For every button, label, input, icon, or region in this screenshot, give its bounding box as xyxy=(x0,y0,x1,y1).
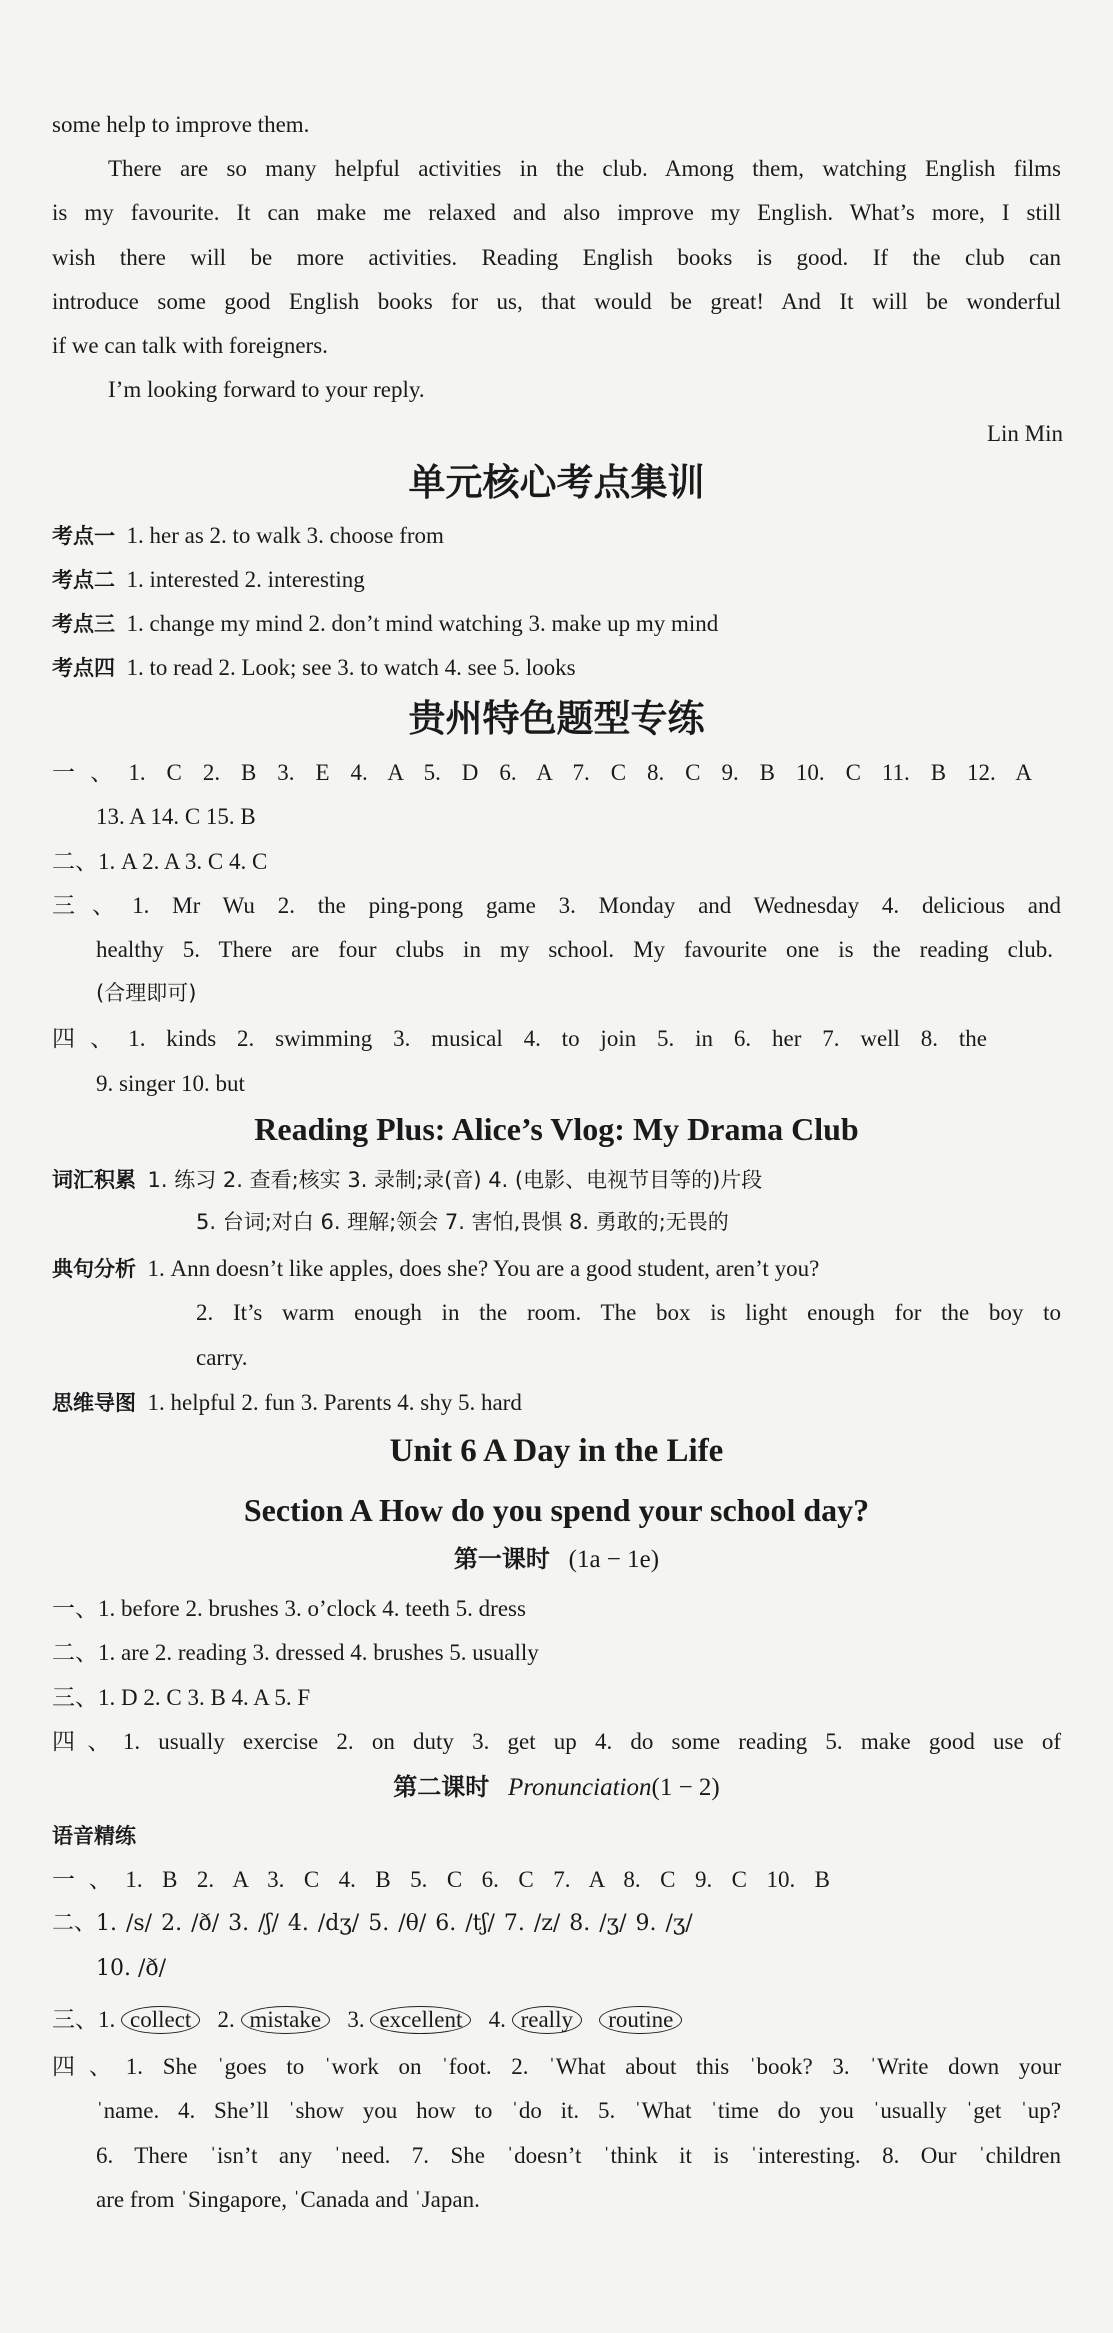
circled-word: mistake xyxy=(241,2006,331,2034)
answer-row: 四、1. kinds 2. swimming 3. musical 4. to join 5. in 6. her 7. well 8. the xyxy=(52,1026,987,1051)
letter-line: if we can talk with foreigners. xyxy=(52,333,328,358)
phonetics-label: 语音精练 xyxy=(52,1824,136,1848)
letter-line: introduce some good English books for us, that would be great! And It will be wonderful xyxy=(52,289,1061,314)
section-a-title: Section A How do you spend your school day? xyxy=(243,1492,870,1528)
core-row: 考点三 1. change my mind 2. don’t mind watching 3. make up my mind xyxy=(52,611,719,636)
answer-row: 一、1. C 2. B 3. E 4. A 5. D 6. A 7. C 8. C 9. B 10. C 11. B 12. A xyxy=(52,760,1032,785)
letter-line: some help to improve them. xyxy=(52,112,310,137)
circled-word: really xyxy=(512,2006,582,2034)
letter-signature: Lin Min xyxy=(986,421,1063,446)
vocab-row: 5. 台词;对白 6. 理解;领会 7. 害怕,畏惧 8. 勇敢的;无畏的 xyxy=(196,1210,729,1234)
letter-line: wish there will be more activities. Reading English books is good. If the club can xyxy=(52,245,1061,270)
answer-row: (合理即可) xyxy=(96,981,197,1005)
answer-row: 四、1. usually exercise 2. on duty 3. get up 4. do some reading 5. make good use of xyxy=(52,1729,1061,1754)
answer-row: 10. /ð/ xyxy=(96,1956,167,1981)
sentence-row: carry. xyxy=(196,1345,248,1370)
answer-row: 6. There ˈisn’t any ˈneed. 7. She ˈdoesn’t ˈthink it is ˈinteresting. 8. Our ˈchildren xyxy=(96,2143,1061,2168)
answer-row: are from ˈSingapore, ˈCanada and ˈJapan. xyxy=(96,2187,480,2212)
answer-row: 二、1. are 2. reading 3. dressed 4. brushes 5. usually xyxy=(52,1640,539,1665)
answer-row: 二、1. /s/ 2. /ð/ 3. /ʃ/ 4. /dʒ/ 5. /θ/ 6. /tʃ/ 7. /z/ 8. /ʒ/ 9. /ʒ/ xyxy=(52,1911,693,1936)
sentence-row: 典句分析 1. Ann doesn’t like apples, does she? You are a good student, aren’t you? xyxy=(52,1256,820,1281)
answer-row: 四、1. She ˈgoes to ˈwork on ˈfoot. 2. ˈWhat about this ˈbook? 3. ˈWrite down your xyxy=(52,2054,1061,2079)
section-title-core: 单元核心考点集训 xyxy=(408,460,705,504)
section-title-reading: Reading Plus: Alice’s Vlog: My Drama Club xyxy=(254,1111,859,1147)
mindmap-row: 思维导图 1. helpful 2. fun 3. Parents 4. shy 5. hard xyxy=(52,1390,522,1415)
section-title-guizhou: 贵州特色题型专练 xyxy=(408,696,705,740)
answer-row: 9. singer 10. but xyxy=(96,1071,245,1096)
circled-word: collect xyxy=(121,2006,200,2034)
answer-row: healthy 5. There are four clubs in my school. My favourite one is the reading club. xyxy=(96,937,1053,962)
answer-row: ˈname. 4. She’ll ˈshow you how to ˈdo it. 5. ˈWhat ˈtime do you ˈusually ˈget ˈup? xyxy=(96,2098,1061,2123)
sentence-row: 2. It’s warm enough in the room. The box is light enough for the boy to xyxy=(196,1300,1061,1325)
answer-row: 13. A 14. C 15. B xyxy=(96,804,256,829)
core-row: 考点四 1. to read 2. Look; see 3. to watch 4. see 5. looks xyxy=(52,655,576,680)
answer-row: 三、1. Mr Wu 2. the ping-pong game 3. Monday and Wednesday 4. delicious and xyxy=(52,893,1061,918)
unit-title: Unit 6 A Day in the Life xyxy=(389,1433,724,1469)
letter-line: There are so many helpful activities in the club. Among them, watching English films xyxy=(108,156,1061,181)
core-row: 考点二 1. interested 2. interesting xyxy=(52,567,365,592)
core-row: 考点一 1. her as 2. to walk 3. choose from xyxy=(52,523,444,548)
answer-row: 三、1. D 2. C 3. B 4. A 5. F xyxy=(52,1685,311,1710)
circled-word: excellent xyxy=(370,2006,471,2034)
answer-row: 一、1. before 2. brushes 3. o’clock 4. teeth 5. dress xyxy=(52,1596,526,1621)
lesson2-title: 第二课时 Pronunciation(1 − 2) xyxy=(393,1773,720,1801)
letter-line: I’m looking forward to your reply. xyxy=(108,377,425,402)
circled-word: routine xyxy=(599,2006,682,2034)
circled-row: 三、1. collect 2. mistake 3. excellent 4. really routine xyxy=(52,2006,682,2034)
answer-row: 一、1. B 2. A 3. C 4. B 5. C 6. C 7. A 8. C 9. C 10. B xyxy=(52,1867,830,1892)
letter-line: is my favourite. It can make me relaxed and also improve my English. What’s more, I still xyxy=(52,200,1061,225)
lesson1-title: 第一课时 (1a − 1e) xyxy=(453,1545,660,1573)
answer-row: 二、1. A 2. A 3. C 4. C xyxy=(52,849,268,874)
vocab-row: 词汇积累 1. 练习 2. 查看;核实 3. 录制;录(音) 4. (电影、电视节目等的)片段 xyxy=(52,1168,763,1192)
